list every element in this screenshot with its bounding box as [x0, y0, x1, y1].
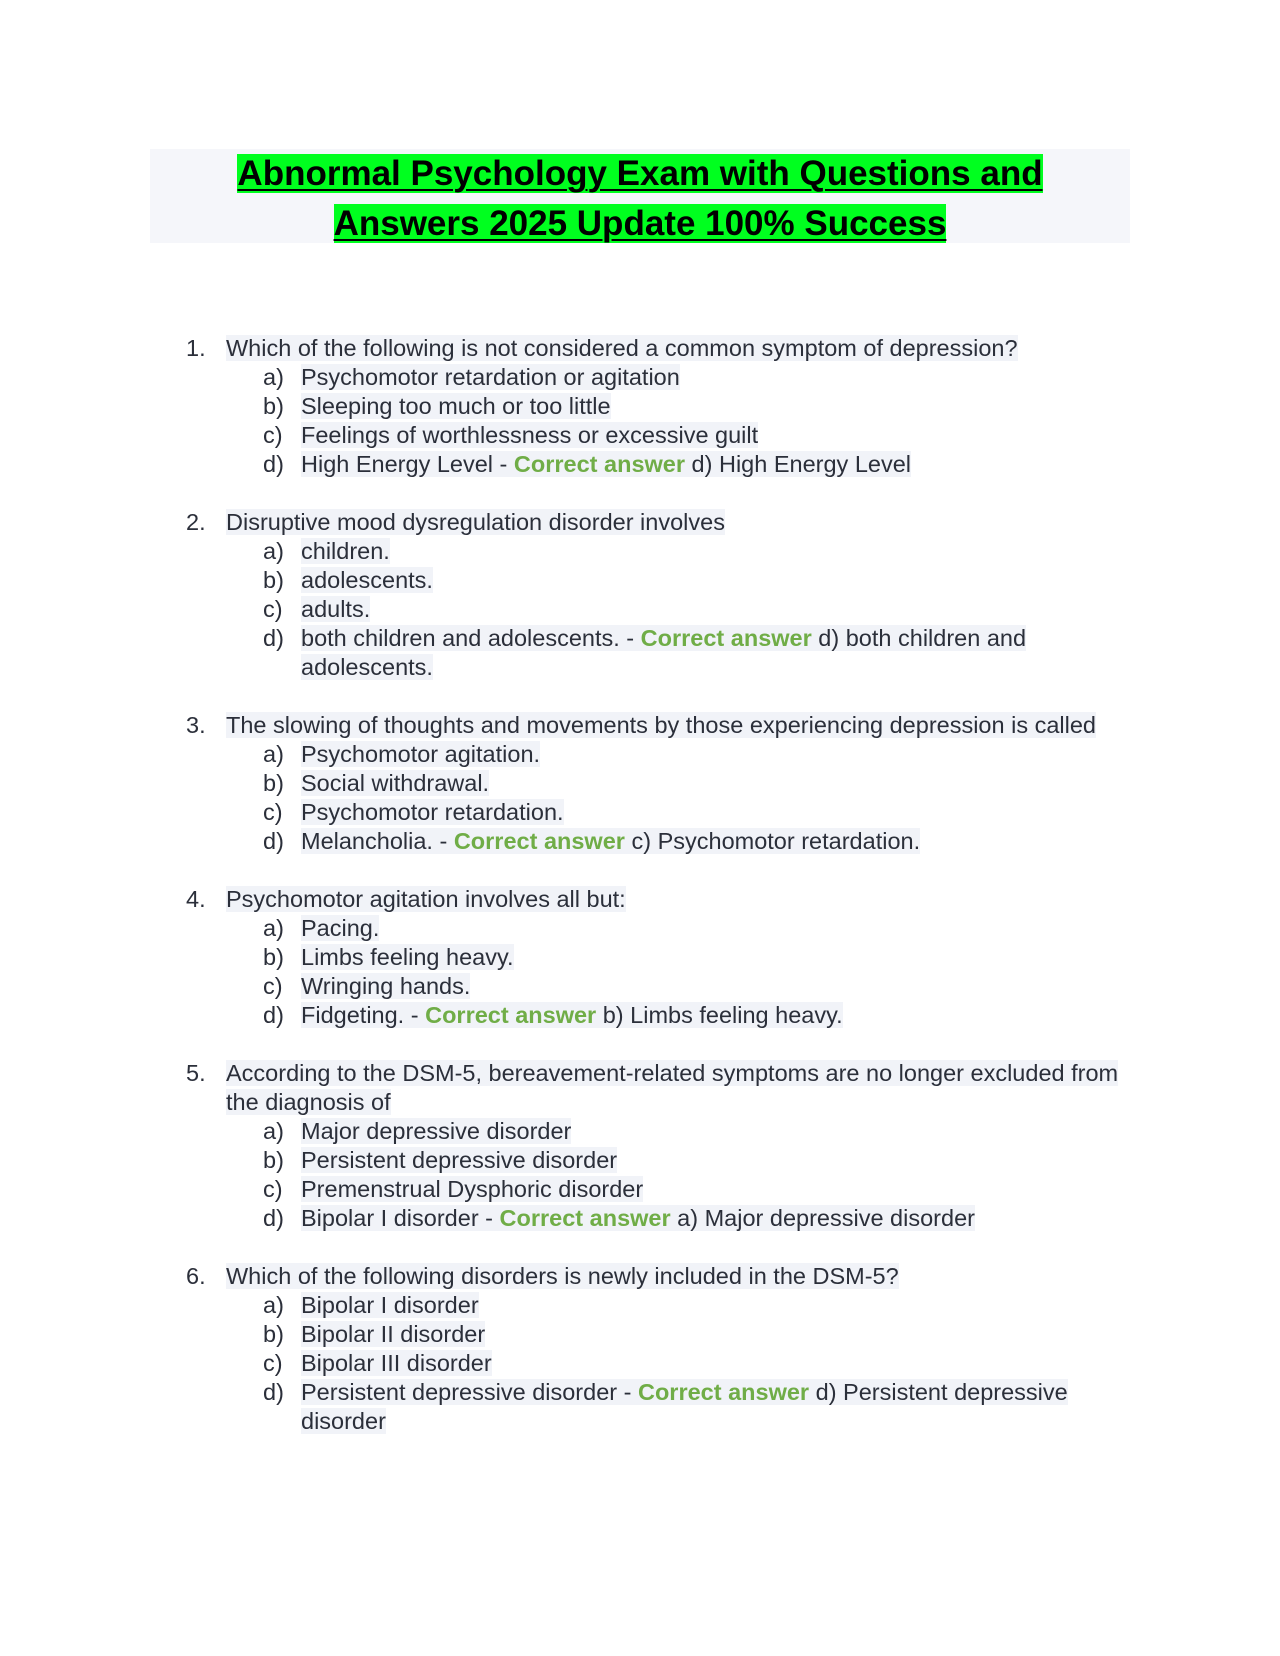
question-item [0, 508, 1280, 682]
option-item [0, 1146, 1280, 1175]
question-text-block [226, 508, 1126, 537]
option-letter: b) [263, 1321, 284, 1347]
question-text: The slowing of thoughts and movements by those experiencing depression is called [226, 712, 1097, 738]
option-letter: b) [263, 1147, 284, 1173]
option-item [0, 421, 1280, 450]
option-item [0, 827, 1280, 856]
option-text: Melancholia. - [301, 828, 454, 854]
option-letter: a) [263, 915, 284, 941]
option-letter: d) [263, 1379, 284, 1405]
option-item [0, 1378, 1280, 1436]
option-text-block [301, 595, 1131, 624]
option-text: Bipolar II disorder [301, 1321, 486, 1347]
question-text: Disruptive mood dysregulation disorder involves [226, 509, 725, 535]
question-item [0, 1262, 1280, 1436]
option-letter: c) [263, 973, 283, 999]
correct-answer-text: d) Persistent depressive disorder [301, 1379, 1068, 1434]
correct-answer-text: d) both children and adolescents. [301, 625, 1027, 680]
correct-answer-text: b) Limbs feeling heavy. [596, 1002, 843, 1028]
option-list [0, 537, 1280, 682]
option-letter: d) [263, 828, 284, 854]
question-number: 2. [186, 509, 206, 535]
option-text: Pacing. [301, 915, 380, 941]
option-item [0, 1320, 1280, 1349]
option-letter: a) [263, 364, 284, 390]
question-item [0, 1059, 1280, 1233]
option-letter: b) [263, 393, 284, 419]
option-text-block [301, 392, 1131, 421]
option-text: Premenstrual Dysphoric disorder [301, 1176, 644, 1202]
option-item [0, 1117, 1280, 1146]
option-item [0, 1291, 1280, 1320]
question-list [0, 334, 1280, 1465]
correct-answer-text: d) High Energy Level [685, 451, 912, 477]
option-text-block [301, 827, 1131, 856]
option-letter: d) [263, 625, 284, 651]
question-item [0, 711, 1280, 856]
option-list [0, 1117, 1280, 1233]
option-item [0, 1204, 1280, 1233]
option-list [0, 1291, 1280, 1436]
option-text: Limbs feeling heavy. [301, 944, 514, 970]
correct-answer-label: Correct answer [499, 1205, 671, 1231]
option-text-block [301, 769, 1131, 798]
question-text: Which of the following is not considered a common symptom of depression? [226, 335, 1018, 361]
option-item [0, 595, 1280, 624]
option-text-block [301, 566, 1131, 595]
option-text: children. [301, 538, 390, 564]
option-list [0, 914, 1280, 1030]
title-line-1: Abnormal Psychology Exam with Questions and [237, 154, 1043, 193]
option-item [0, 450, 1280, 479]
question-number: 4. [186, 886, 206, 912]
question-text: According to the DSM-5, bereavement-related symptoms are no longer excluded from the diagnosis of [226, 1060, 1119, 1115]
correct-answer-text: a) Major depressive disorder [670, 1205, 975, 1231]
option-letter: c) [263, 799, 283, 825]
option-text: adults. [301, 596, 371, 622]
option-letter: a) [263, 741, 284, 767]
option-letter: a) [263, 538, 284, 564]
question-text: Which of the following disorders is newly included in the DSM-5? [226, 1263, 899, 1289]
question-item [0, 334, 1280, 479]
option-text-block [301, 421, 1131, 450]
option-item [0, 566, 1280, 595]
option-text-block [301, 1320, 1131, 1349]
document-title [150, 149, 1130, 243]
option-text: Feelings of worthlessness or excessive guilt [301, 422, 759, 448]
option-text-block [301, 450, 1131, 479]
option-letter: b) [263, 770, 284, 796]
option-item [0, 914, 1280, 943]
option-item [0, 1349, 1280, 1378]
option-text: Psychomotor retardation. [301, 799, 564, 825]
option-text-block [301, 1349, 1131, 1378]
option-text-block [301, 1291, 1131, 1320]
option-item [0, 740, 1280, 769]
title-line-2: Answers 2025 Update 100% Success [333, 204, 947, 243]
option-text-block [301, 943, 1131, 972]
option-text: Persistent depressive disorder [301, 1147, 618, 1173]
option-text-block [301, 363, 1131, 392]
option-item [0, 363, 1280, 392]
question-text: Psychomotor agitation involves all but: [226, 886, 626, 912]
option-item [0, 943, 1280, 972]
correct-answer-text: c) Psychomotor retardation. [624, 828, 921, 854]
question-number: 3. [186, 712, 206, 738]
correct-answer-label: Correct answer [425, 1002, 597, 1028]
option-letter: c) [263, 422, 283, 448]
option-letter: d) [263, 1205, 284, 1231]
option-item [0, 798, 1280, 827]
question-text-block [226, 1059, 1126, 1117]
option-text: Social withdrawal. [301, 770, 490, 796]
question-text-block [226, 885, 1126, 914]
correct-answer-label: Correct answer [637, 1379, 810, 1405]
option-item [0, 537, 1280, 566]
option-item [0, 1175, 1280, 1204]
option-text: Psychomotor retardation or agitation [301, 364, 680, 390]
question-number: 1. [186, 335, 206, 361]
option-text: both children and adolescents. - [301, 625, 641, 651]
question-number: 5. [186, 1060, 206, 1086]
option-text: Psychomotor agitation. [301, 741, 541, 767]
option-letter: d) [263, 451, 284, 477]
option-text-block [301, 537, 1131, 566]
option-text-block [301, 1175, 1131, 1204]
option-item [0, 972, 1280, 1001]
question-item [0, 885, 1280, 1030]
option-text-block [301, 1117, 1131, 1146]
option-text: Fidgeting. - [301, 1002, 426, 1028]
question-text-block [226, 334, 1126, 363]
option-letter: b) [263, 944, 284, 970]
option-text: Major depressive disorder [301, 1118, 572, 1144]
option-text: Bipolar I disorder [301, 1292, 479, 1318]
correct-answer-label: Correct answer [513, 451, 686, 477]
option-text-block [301, 1378, 1131, 1436]
option-text-block [301, 1204, 1131, 1233]
option-item [0, 624, 1280, 682]
option-text: Sleeping too much or too little [301, 393, 611, 419]
option-item [0, 1001, 1280, 1030]
option-text: High Energy Level - [301, 451, 514, 477]
correct-answer-label: Correct answer [453, 828, 625, 854]
option-text-block [301, 972, 1131, 1001]
option-text-block [301, 798, 1131, 827]
option-letter: c) [263, 1350, 283, 1376]
option-text-block [301, 740, 1131, 769]
option-text-block [301, 1146, 1131, 1175]
option-text-block [301, 1001, 1131, 1030]
option-text: Bipolar III disorder [301, 1350, 492, 1376]
question-text-block [226, 711, 1126, 740]
option-text: Persistent depressive disorder - [301, 1379, 638, 1405]
option-letter: d) [263, 1002, 284, 1028]
question-number: 6. [186, 1263, 206, 1289]
option-text: adolescents. [301, 567, 433, 593]
option-item [0, 769, 1280, 798]
option-list [0, 740, 1280, 856]
option-text-block [301, 624, 1131, 682]
option-text: Bipolar I disorder - [301, 1205, 500, 1231]
option-letter: b) [263, 567, 284, 593]
correct-answer-label: Correct answer [640, 625, 812, 651]
option-letter: c) [263, 1176, 283, 1202]
option-letter: a) [263, 1118, 284, 1144]
option-letter: a) [263, 1292, 284, 1318]
option-list [0, 363, 1280, 479]
option-text: Wringing hands. [301, 973, 471, 999]
option-letter: c) [263, 596, 283, 622]
option-text-block [301, 914, 1131, 943]
option-item [0, 392, 1280, 421]
question-text-block [226, 1262, 1126, 1291]
